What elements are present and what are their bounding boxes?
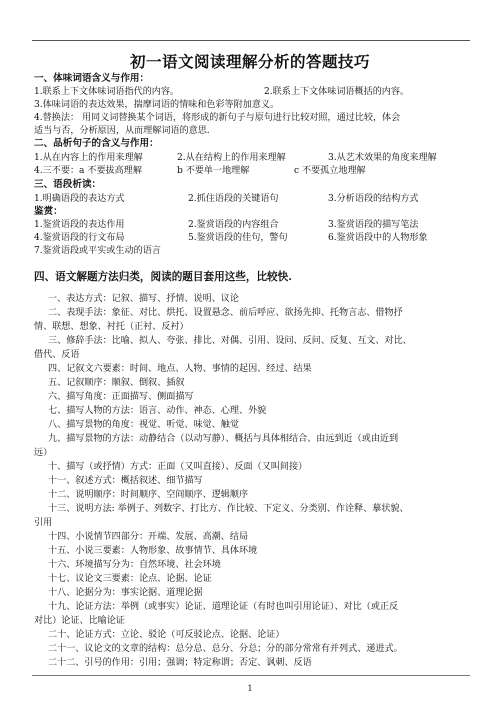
- method-line: 十六、环境描写分为：自然环境、社会环境: [48, 560, 221, 570]
- method-line: 引用: [34, 518, 53, 528]
- section-2-item: b 不要单一地理解: [177, 166, 250, 176]
- section-3-subheading: 鉴赏：: [34, 206, 63, 217]
- section-1-item-1: 1.联系上下文体味词语指代的内容。: [34, 87, 180, 97]
- method-line: 二十一、议论文的文章的结构：总分总、总分、分总；分的部分常常有并列式、递进式。: [48, 644, 403, 654]
- method-line: 一、表达方式：记叙、描写、抒情、说明、议论: [48, 294, 239, 304]
- footer-rule: [32, 675, 470, 676]
- section-1-item-4-line-2: 适当与否，分析原因，从而理解词语的意思.: [34, 126, 210, 136]
- section-2-heading: 二、品析句子的含义与作用：: [34, 138, 159, 149]
- method-line: 对比）论证、比喻论证: [34, 616, 125, 626]
- section-3-item: 3.鉴赏语段的描写笔法: [328, 220, 419, 230]
- method-line: 十八、论据分为：事实论据、道理论据: [48, 588, 203, 598]
- method-line: 借代、反语: [34, 350, 80, 360]
- method-line: 远）: [34, 448, 53, 458]
- section-2-item: c 不要孤立地理解: [294, 166, 366, 176]
- page-title: 初一语文阅读理解分析的答题技巧: [129, 52, 370, 71]
- section-3-item: 4.鉴赏语段的行文布局: [34, 233, 125, 243]
- method-line: 八、描写景物的角度：视觉、听觉、味觉、触觉: [48, 420, 239, 430]
- method-line: 二十二、引号的作用：引用；强调；特定称谓；否定、讽刺、反语: [48, 658, 312, 668]
- method-line: 二十、论证方式：立论、驳论（可反驳论点、论据、论证）: [48, 630, 285, 640]
- header-rule: [32, 40, 470, 41]
- method-line: 四、记叙文六要素：时间、地点、人物、事情的起因、经过、结果: [48, 364, 312, 374]
- section-3-item: 1.鉴赏语段的表达作用: [34, 220, 125, 230]
- method-line: 十三、说明方法: 举例子、列数字、打比方、作比较、下定义、分类别、作诠释、摹状貌、: [48, 504, 409, 514]
- section-3-item: 2.抓住语段的关键语句: [188, 194, 279, 204]
- section-2-item: 3.从艺术效果的角度来理解: [328, 153, 437, 163]
- method-line: 十五、小说三要素：人物形象、故事情节、具体环境: [48, 546, 258, 556]
- section-3-item: 6.鉴赏语段中的人物形象: [328, 233, 428, 243]
- page-number: 1: [247, 684, 253, 693]
- method-line: 十九、论证方法：举例（或事实）论证、道理论证（有时也叫引用论证）、对比（或正反: [48, 602, 399, 612]
- section-2-item: 4.三不要：a 不要拔高理解: [34, 166, 142, 176]
- method-line: 十一、叙述方式：概括叙述、细节描写: [48, 476, 203, 486]
- method-line: 二、表现手法：象征、对比、烘托、设置悬念、前后呼应、欲扬先抑、托物言志、借物抒: [48, 308, 403, 318]
- method-line: 十二、说明顺序：时间顺序、空间顺序、逻辑顺序: [48, 490, 249, 500]
- method-line: 五、记叙顺序：顺叙、倒叙、插叙: [48, 378, 185, 388]
- section-1-item-4-line-1: 4.替换法： 用同义词替换某个词语，将形成的新句子与原句进行比较对照，通过比较，体会: [34, 113, 401, 123]
- section-1-heading: 一、体味词语含义与作用：: [34, 73, 150, 84]
- section-3-item: 5.鉴赏语段的佳句，警句: [188, 233, 288, 243]
- method-line: 情、联想、想象、衬托（正衬、反衬）: [34, 322, 189, 332]
- method-line: 六、描写角度：正面描写、侧面描写: [48, 392, 194, 402]
- method-line: 十、描写（或抒情）方式：正面（又叫直接）、反面（又叫间接）: [48, 462, 308, 472]
- section-2-item: 2.从在结构上的作用来理解: [177, 153, 286, 163]
- section-3-heading: 三、语段析读：: [34, 179, 102, 190]
- section-3-item: 3.分析语段的结构方式: [328, 194, 419, 204]
- section-4-heading: 四、语文解题方法归类，阅读的题目套用这些，比较快.: [34, 271, 292, 283]
- section-2-item: 1.从在内容上的作用来理解: [34, 153, 143, 163]
- method-line: 十七、议论文三要素：论点、论据、论证: [48, 574, 212, 584]
- method-line: 十四、小说情节四部分：开端、发展、高潮、结局: [48, 532, 249, 542]
- section-1-item-2: 2.联系上下文体味词语概括的内容。: [264, 87, 410, 97]
- section-3-item: 1.明确语段的表达方式: [34, 194, 125, 204]
- section-3-item: 2.鉴赏语段的内容组合: [188, 220, 279, 230]
- method-line: 三、修辞手法：比喻、拟人、夸张、排比、对偶、引用、设问、反问、反复、互文、对比、: [48, 336, 412, 346]
- method-line: 七、描写人物的方法：语言、动作、神态、心理、外貌: [48, 406, 267, 416]
- method-line: 九、描写景物的方法：动静结合（以动写静）、概括与具体相结合、由远到近（或由近到: [48, 434, 399, 444]
- section-3-item: 7.鉴赏语段或平实或生动的语言: [34, 246, 161, 256]
- section-1-item-3: 3.体味词语的表达效果，揣摩词语的情味和色彩等附加意义。: [34, 100, 280, 110]
